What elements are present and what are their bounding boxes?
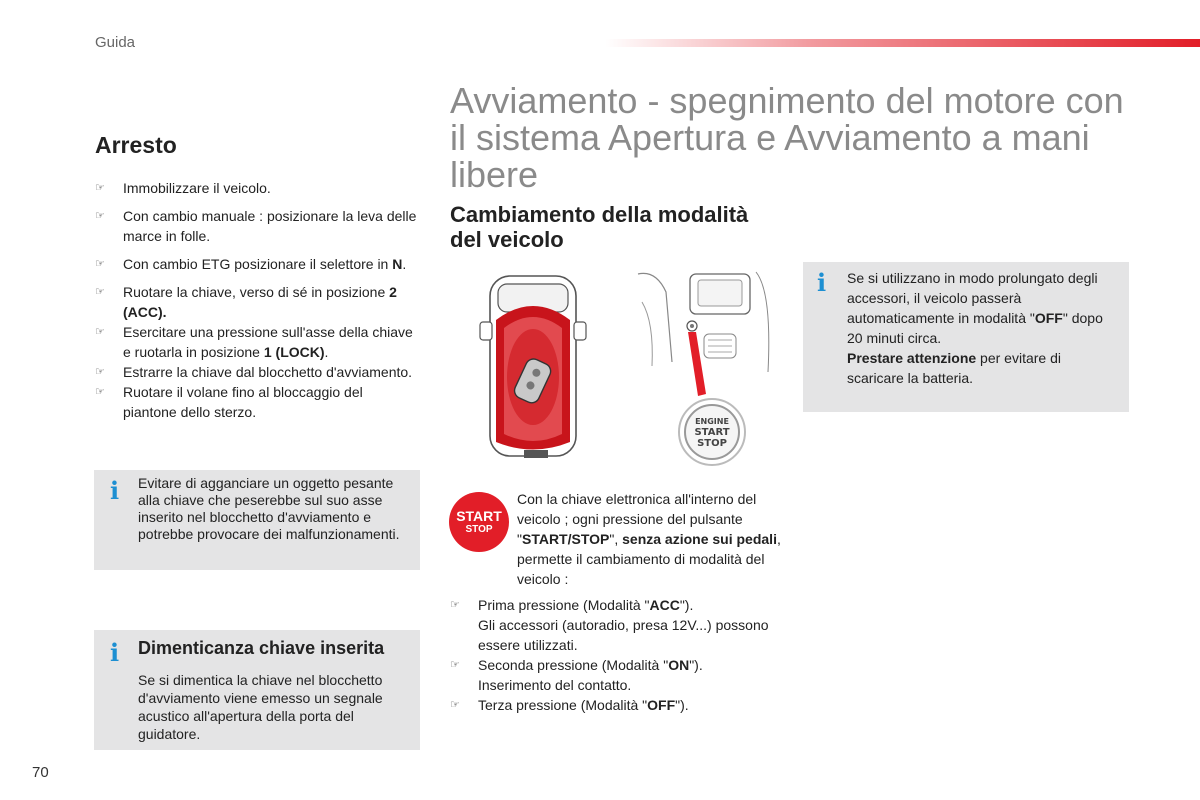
bold-text: 2 (ACC). bbox=[123, 284, 397, 320]
list-item bbox=[450, 595, 780, 655]
forgotten-key-title: Dimenticanza chiave inserita bbox=[138, 638, 385, 658]
bold-text: senza azione sui pedali bbox=[622, 531, 777, 547]
vehicle-dashboard-illustration bbox=[476, 262, 796, 467]
battery-warning-text bbox=[847, 268, 1117, 388]
stop-label: STOP bbox=[697, 438, 727, 449]
engine-label: ENGINE bbox=[695, 417, 729, 426]
page-number: 70 bbox=[32, 764, 49, 781]
mode-change-subtitle: Cambiamento della modalità del veicolo bbox=[450, 202, 749, 252]
key-weight-info-box bbox=[94, 470, 420, 570]
text-run: Con cambio manuale : posizionare la leva delle marce in folle. bbox=[123, 208, 417, 244]
pointing-hand-bullet-icon: ☞ bbox=[95, 386, 105, 398]
page-title: Avviamento - spegnimento del motore con il sistema Apertura e Avviamento a mani libere bbox=[450, 80, 1124, 195]
list-item bbox=[95, 282, 420, 322]
section-label: Guida bbox=[95, 34, 136, 51]
info-icon: i bbox=[110, 638, 120, 667]
text-run: Ruotare il volane fino al bloccaggio del piantone dello sterzo. bbox=[123, 384, 363, 420]
text-run: "). bbox=[679, 597, 694, 613]
car-top-view-illustration bbox=[480, 276, 586, 458]
text-run: , permette il cambiamento di modalità del veicolo : bbox=[517, 531, 781, 587]
battery-warning-box bbox=[803, 262, 1129, 412]
text-run: Se si utilizzano in modo prolungato degli accessori, il veicolo passerà automaticamente in modalità " bbox=[847, 270, 1098, 326]
pointing-hand-bullet-icon: ☞ bbox=[95, 366, 105, 378]
bold-text: OFF bbox=[647, 697, 676, 713]
bold-text: START/STOP bbox=[521, 531, 610, 547]
start-stop-icon-stop: STOP bbox=[465, 524, 493, 535]
pointing-hand-bullet-icon: ☞ bbox=[95, 210, 105, 222]
text-run: Con cambio ETG posizionare il selettore in bbox=[123, 256, 393, 272]
pointing-hand-bullet-icon: ☞ bbox=[450, 599, 460, 611]
bold-text: Prestare attenzione bbox=[847, 350, 977, 366]
forgotten-key-text: Se si dimentica la chiave nel blocchetto d'avviamento viene emesso un segnale acustico all'apertura della porta del guidatore. bbox=[138, 672, 383, 742]
info-icon: i bbox=[817, 268, 827, 297]
list-item bbox=[95, 206, 420, 246]
pointing-hand-bullet-icon: ☞ bbox=[95, 182, 105, 194]
start-stop-icon bbox=[449, 492, 509, 552]
list-item bbox=[95, 362, 420, 382]
list-item bbox=[95, 382, 420, 422]
bold-text: ON bbox=[668, 657, 690, 673]
bold-text: OFF bbox=[1034, 310, 1063, 326]
start-stop-icon-start: START bbox=[456, 508, 502, 524]
header-accent-bar bbox=[605, 39, 1200, 47]
text-run: Gli accessori (autoradio, presa 12V...) possono essere utilizzati. bbox=[478, 617, 769, 653]
start-label: START bbox=[694, 427, 730, 438]
text-run: ", bbox=[609, 531, 623, 547]
text-run: Immobilizzare il veicolo. bbox=[123, 180, 271, 196]
text-run: " dopo 20 minuti circa. bbox=[847, 310, 1103, 346]
text-run: Esercitare una pressione sull'asse della chiave e ruotarla in posizione bbox=[123, 324, 413, 360]
text-run: "). bbox=[675, 697, 689, 713]
text-run: Estrarre la chiave dal blocchetto d'avviamento. bbox=[123, 364, 413, 380]
text-run: . bbox=[402, 256, 407, 272]
text-run: Prima pressione (Modalità " bbox=[478, 597, 650, 613]
text-run: . bbox=[324, 344, 329, 360]
text-run: Ruotare la chiave, verso di sé in posizione bbox=[123, 284, 390, 300]
text-run: Con la chiave elettronica all'interno del veicolo ; ogni pressione del pulsante " bbox=[517, 491, 757, 547]
pointing-hand-bullet-icon: ☞ bbox=[95, 286, 105, 298]
list-item bbox=[95, 178, 420, 198]
bold-text: 1 (LOCK) bbox=[263, 344, 325, 360]
pointing-hand-bullet-icon: ☞ bbox=[450, 659, 460, 671]
list-item bbox=[95, 322, 420, 362]
dashboard-illustration bbox=[636, 262, 774, 396]
text-run: "). bbox=[689, 657, 703, 673]
key-weight-info-text: Evitare di agganciare un oggetto pesante alla chiave che peserebbe sul suo asse inserito nel blocchetto d'avviamento e potrebbe provocare dei malfunzionamenti. bbox=[138, 475, 400, 542]
list-item bbox=[450, 695, 780, 715]
list-item bbox=[95, 254, 420, 274]
engine-start-stop-button-illustration bbox=[679, 399, 745, 465]
info-icon: i bbox=[110, 476, 120, 505]
text-run: Terza pressione (Modalità " bbox=[478, 697, 648, 713]
arresto-steps-list bbox=[95, 178, 420, 422]
press-sequence-list bbox=[450, 595, 780, 715]
pointing-hand-bullet-icon: ☞ bbox=[95, 326, 105, 338]
bold-text: ACC bbox=[649, 597, 680, 613]
bold-text: N bbox=[392, 256, 403, 272]
pointing-hand-bullet-icon: ☞ bbox=[95, 258, 105, 270]
pointing-hand-bullet-icon: ☞ bbox=[450, 699, 460, 711]
forgotten-key-box bbox=[94, 630, 420, 750]
list-item bbox=[450, 655, 780, 695]
text-run: Seconda pressione (Modalità " bbox=[478, 657, 669, 673]
text-run: per evitare di scaricare la batteria. bbox=[847, 350, 1061, 386]
arresto-heading: Arresto bbox=[95, 132, 177, 158]
text-run: Inserimento del contatto. bbox=[478, 677, 632, 693]
mode-change-paragraph bbox=[517, 489, 782, 589]
